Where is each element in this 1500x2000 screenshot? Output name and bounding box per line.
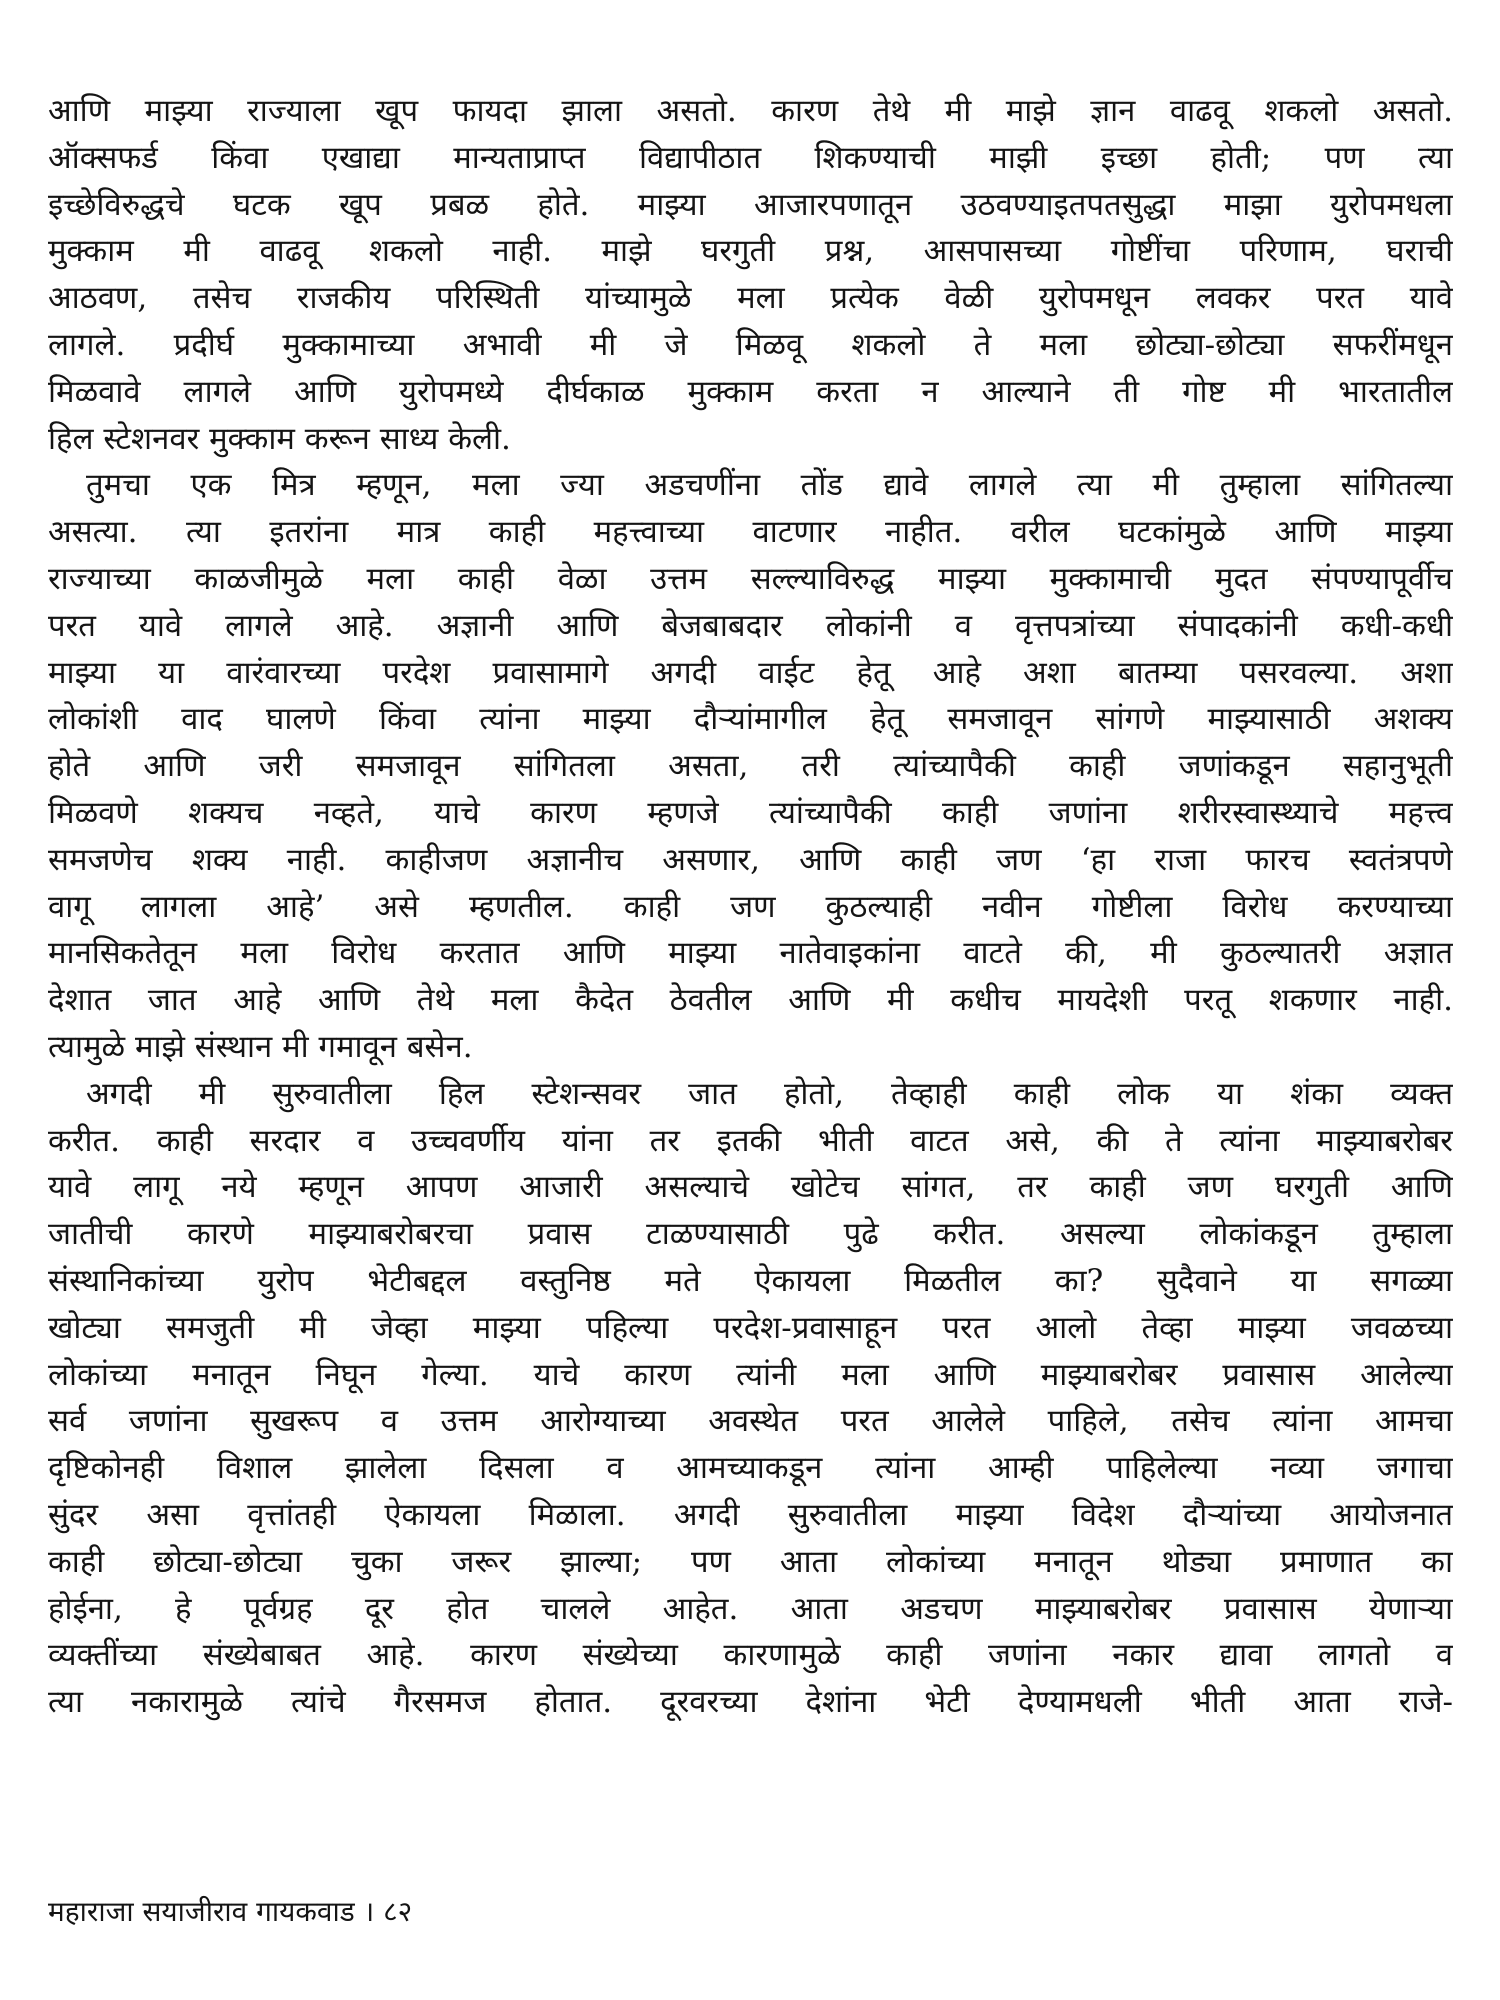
body-text bbox=[48, 88, 1453, 1726]
text-line: आठवण, तसेच राजकीय परिस्थिती यांच्यामुळे मला प्रत्येक वेळी युरोपमधून लवकर परत यावे bbox=[48, 280, 1453, 317]
text-line: असत्या. त्या इतरांना मात्र काही महत्त्वाच्या वाटणार नाहीत. वरील घटकांमुळे आणि माझ्या bbox=[48, 514, 1453, 551]
text-line: लागले. प्रदीर्घ मुक्कामाच्या अभावी मी जे मिळवू शकलो ते मला छोट्या-छोट्या सफरींमधून bbox=[48, 326, 1453, 363]
text-line: खोट्या समजुती मी जेव्हा माझ्या पहिल्या परदेश-प्रवासाहून परत आलो तेव्हा माझ्या जवळच्या bbox=[48, 1309, 1453, 1346]
text-line: व्यक्तींच्या संख्येबाबत आहे. कारण संख्येच्या कारणामुळे काही जणांना नकार द्यावा लागतो व bbox=[48, 1637, 1453, 1674]
text-line: मिळवणे शक्यच नव्हते, याचे कारण म्हणजे त्यांच्यापैकी काही जणांना शरीरस्वास्थ्याचे महत्त्व bbox=[48, 794, 1453, 831]
text-line: सर्व जणांना सुखरूप व उत्तम आरोग्याच्या अवस्थेत परत आलेले पाहिले, तसेच त्यांना आमचा bbox=[48, 1403, 1453, 1440]
text-line: होते आणि जरी समजावून सांगितला असता, तरी त्यांच्यापैकी काही जणांकडून सहानुभूती bbox=[48, 748, 1453, 785]
text-line: यावे लागू नये म्हणून आपण आजारी असल्याचे खोटेच सांगत, तर काही जण घरगुती आणि bbox=[48, 1169, 1453, 1206]
text-line: तुमचा एक मित्र म्हणून, मला ज्या अडचणींना तोंड द्यावे लागले त्या मी तुम्हाला सांगितल्या bbox=[86, 467, 1453, 504]
text-line: ऑक्सफर्ड किंवा एखाद्या मान्यताप्राप्त विद्यापीठात शिकण्याची माझी इच्छा होती; पण त्या bbox=[48, 139, 1453, 176]
text-line: हिल स्टेशनवर मुक्काम करून साध्य केली. bbox=[48, 420, 511, 457]
paragraph bbox=[48, 88, 1453, 462]
text-line: लोकांशी वाद घालणे किंवा त्यांना माझ्या दौऱ्यांमागील हेतू समजावून सांगणे माझ्यासाठी अशक्य bbox=[48, 701, 1453, 738]
text-line: माझ्या या वारंवारच्या परदेश प्रवासामागे अगदी वाईट हेतू आहे अशा बातम्या पसरवल्या. अशा bbox=[48, 654, 1453, 691]
page-footer: महाराजा सयाजीराव गायकवाड । ८२ bbox=[48, 1895, 413, 1928]
paragraph bbox=[48, 1071, 1453, 1726]
text-line: राज्याच्या काळजीमुळे मला काही वेळा उत्तम सल्ल्याविरुद्ध माझ्या मुक्कामाची मुदत संपण्यापूर्वीच bbox=[48, 560, 1453, 597]
text-line: करीत. काही सरदार व उच्चवर्णीय यांना तर इतकी भीती वाटत असे, की ते त्यांना माझ्याबरोबर bbox=[48, 1122, 1453, 1159]
text-line: इच्छेविरुद्धचे घटक खूप प्रबळ होते. माझ्या आजारपणातून उठवण्याइतपतसुद्धा माझा युरोपमधला bbox=[48, 186, 1453, 223]
text-line: जातीची कारणे माझ्याबरोबरचा प्रवास टाळण्यासाठी पुढे करीत. असल्या लोकांकडून तुम्हाला bbox=[48, 1216, 1453, 1253]
text-line: दृष्टिकोनही विशाल झालेला दिसला व आमच्याकडून त्यांना आम्ही पाहिलेल्या नव्या जगाचा bbox=[48, 1450, 1453, 1487]
text-line: लोकांच्या मनातून निघून गेल्या. याचे कारण त्यांनी मला आणि माझ्याबरोबर प्रवासास आलेल्या bbox=[48, 1356, 1453, 1393]
text-line: होईना, हे पूर्वग्रह दूर होत चालले आहेत. आता अडचण माझ्याबरोबर प्रवासास येणाऱ्या bbox=[48, 1590, 1453, 1627]
text-line: आणि माझ्या राज्याला खूप फायदा झाला असतो. कारण तेथे मी माझे ज्ञान वाढवू शकलो असतो. bbox=[48, 93, 1453, 129]
text-line: काही छोट्या-छोट्या चुका जरूर झाल्या; पण आता लोकांच्या मनातून थोड्या प्रमाणात का bbox=[48, 1543, 1453, 1580]
text-line: देशात जात आहे आणि तेथे मला कैदेत ठेवतील आणि मी कधीच मायदेशी परतू शकणार नाही. bbox=[48, 982, 1453, 1019]
text-line: वागू लागला आहे’ असे म्हणतील. काही जण कुठल्याही नवीन गोष्टीला विरोध करण्याच्या bbox=[48, 888, 1453, 925]
text-line: अगदी मी सुरुवातीला हिल स्टेशन्सवर जात होतो, तेव्हाही काही लोक या शंका व्यक्त bbox=[86, 1075, 1453, 1112]
text-line: संस्थानिकांच्या युरोप भेटीबद्दल वस्तुनिष्ठ मते ऐकायला मिळतील का? सुदैवाने या सगळ्या bbox=[48, 1262, 1453, 1299]
text-line: मानसिकतेतून मला विरोध करतात आणि माझ्या नातेवाइकांना वाटते की, मी कुठल्यातरी अज्ञात bbox=[48, 935, 1453, 972]
text-line: परत यावे लागले आहे. अज्ञानी आणि बेजबाबदार लोकांनी व वृत्तपत्रांच्या संपादकांनी कधी-कधी bbox=[48, 607, 1453, 644]
text-line: त्या नकारामुळे त्यांचे गैरसमज होतात. दूरवरच्या देशांना भेटी देण्यामधली भीती आता राजे- bbox=[48, 1684, 1453, 1721]
text-line: सुंदर असा वृत्तांतही ऐकायला मिळाला. अगदी सुरुवातीला माझ्या विदेश दौऱ्यांच्या आयोजनात bbox=[48, 1496, 1453, 1533]
text-line: त्यामुळे माझे संस्थान मी गमावून बसेन. bbox=[48, 1028, 473, 1065]
text-line: समजणेच शक्य नाही. काहीजण अज्ञानीच असणार, आणि काही जण ‘हा राजा फारच स्वतंत्रपणे bbox=[48, 841, 1453, 878]
paragraph bbox=[48, 462, 1453, 1070]
text-line: मिळवावे लागले आणि युरोपमध्ये दीर्घकाळ मुक्काम करता न आल्याने ती गोष्ट मी भारतातील bbox=[48, 373, 1453, 410]
text-line: मुक्काम मी वाढवू शकलो नाही. माझे घरगुती प्रश्न, आसपासच्या गोष्टींचा परिणाम, घराची bbox=[48, 233, 1453, 270]
